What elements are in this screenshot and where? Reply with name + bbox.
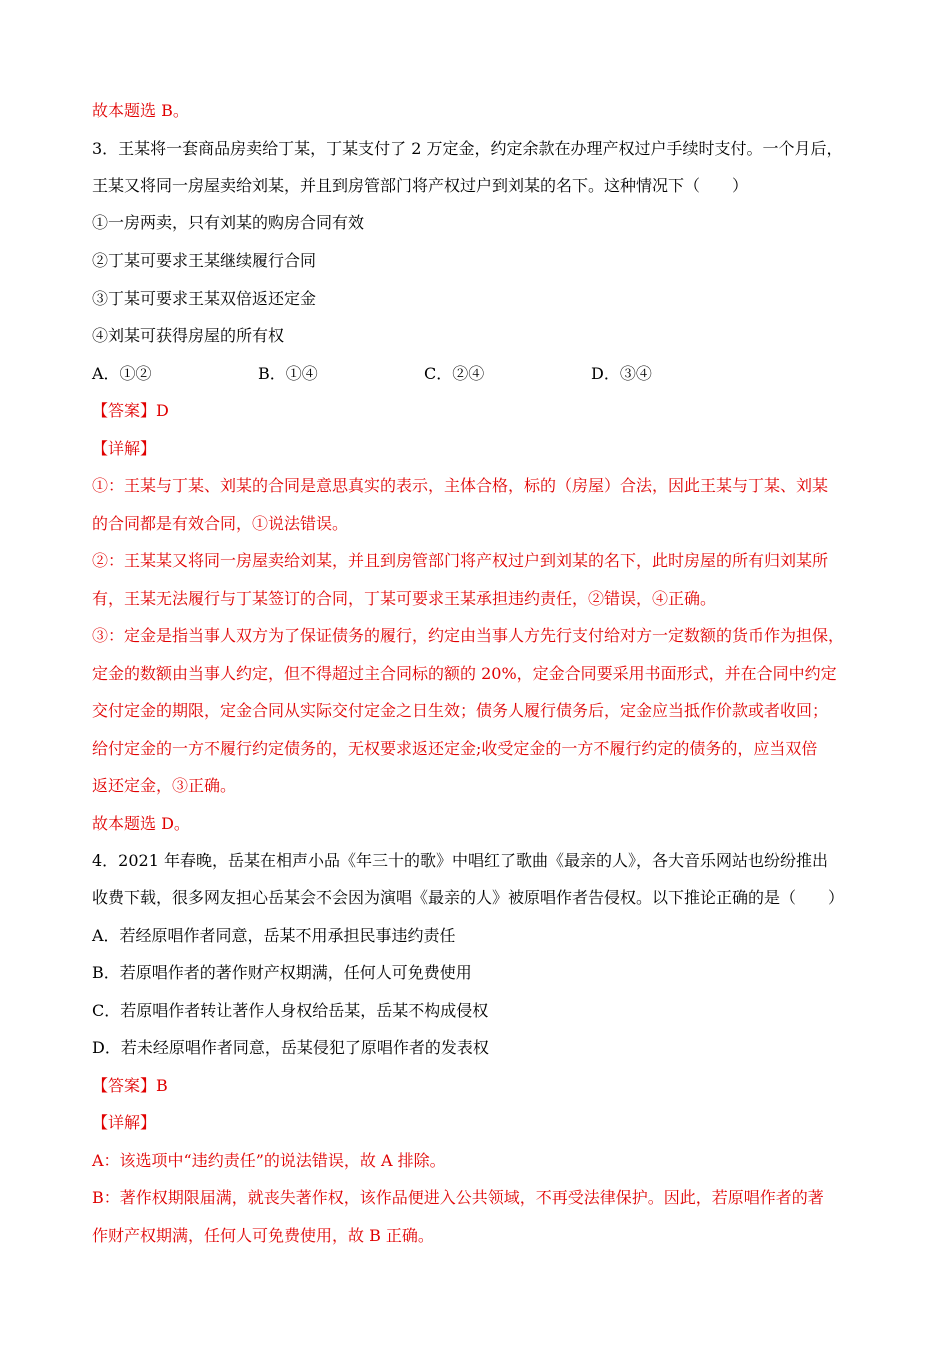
q4-stem-line-1: 4．2021 年春晚，岳某在相声小品《年三十的歌》中唱红了歌曲《最亲的人》，各大音乐网站也纷纷推出 bbox=[92, 851, 828, 870]
q3-item-4: ④刘某可获得房屋的所有权 bbox=[92, 326, 285, 345]
q3-item-3: ③丁某可要求王某双倍返还定金 bbox=[92, 289, 317, 308]
q3-item-1: ①一房两卖，只有刘某的购房合同有效 bbox=[92, 213, 365, 232]
q3-option-a: A．①② bbox=[92, 364, 152, 383]
q4-option-a: A．若经原唱作者同意，岳某不用承担民事违约责任 bbox=[92, 926, 456, 945]
q3-explain-line-1: ①：王某与丁某、刘某的合同是意思真实的表示，主体合格，标的（房屋）合法，因此王某与丁某、刘某 bbox=[92, 476, 829, 495]
q3-explain-line-7: 交付定金的期限，定金合同从实际交付定金之日生效；债务人履行债务后，定金应当抵作价款或者收回； bbox=[92, 701, 829, 720]
q3-answer: 【答案】D bbox=[92, 401, 169, 420]
q3-explain-line-6: 定金的数额由当事人约定，但不得超过主合同标的额的 20%，定金合同要采用书面形式，并在合同中约定 bbox=[92, 664, 837, 683]
q3-stem-line-2: 王某又将同一房屋卖给刘某，并且到房管部门将产权过户到刘某的名下。这种情况下（ ） bbox=[92, 176, 749, 195]
q3-stem-line-1: 3．王某将一套商品房卖给丁某，丁某支付了 2 万定金，约定余款在办理产权过户手续时支付。一个月后， bbox=[92, 139, 843, 158]
q4-option-c: C．若原唱作者转让著作人身权给岳某，岳某不构成侵权 bbox=[92, 1001, 489, 1020]
q4-explain-line-2: B：著作权期限届满，就丧失著作权，该作品便进入公共领域，不再受法律保护。因此，若原唱作者的著 bbox=[92, 1188, 824, 1207]
q4-option-b: B．若原唱作者的著作财产权期满，任何人可免费使用 bbox=[92, 963, 472, 982]
q3-explain-line-2: 的合同都是有效合同，①说法错误。 bbox=[92, 514, 349, 533]
q4-explain-line-1: A：该选项中“违约责任”的说法错误，故 A 排除。 bbox=[92, 1151, 446, 1170]
q3-explain-line-3: ②：王某某又将同一房屋卖给刘某，并且到房管部门将产权过户到刘某的名下，此时房屋的所有归刘某所 bbox=[92, 551, 829, 570]
q3-option-b: B．①④ bbox=[258, 364, 318, 383]
q4-explain-line-3: 作财产权期满，任何人可免费使用，故 B 正确。 bbox=[92, 1226, 434, 1245]
q3-conclusion: 故本题选 D。 bbox=[92, 814, 190, 833]
q4-answer: 【答案】B bbox=[92, 1076, 168, 1095]
q4-option-d: D．若未经原唱作者同意，岳某侵犯了原唱作者的发表权 bbox=[92, 1038, 489, 1057]
q3-explain-line-5: ③：定金是指当事人双方为了保证债务的履行，约定由当事人方先行支付给对方一定数额的货币作为担保， bbox=[92, 626, 845, 645]
q3-detail-heading: 【详解】 bbox=[92, 439, 157, 458]
q2-conclusion: 故本题选 B。 bbox=[92, 101, 189, 120]
q3-explain-line-8: 给付定金的一方不履行约定债务的，无权要求返还定金;收受定金的一方不履行约定的债务的，应当双倍 bbox=[92, 739, 818, 758]
q3-option-d: D．③④ bbox=[591, 364, 652, 383]
q3-explain-line-4: 有，王某无法履行与丁某签订的合同，丁某可要求王某承担违约责任，②错误，④正确。 bbox=[92, 589, 717, 608]
q4-detail-heading: 【详解】 bbox=[92, 1113, 157, 1132]
q3-explain-line-9: 返还定金，③正确。 bbox=[92, 776, 237, 795]
q4-stem-line-2: 收费下载，很多网友担心岳某会不会因为演唱《最亲的人》被原唱作者告侵权。以下推论正确的是（ ） bbox=[92, 888, 845, 907]
q3-item-2: ②丁某可要求王某继续履行合同 bbox=[92, 251, 317, 270]
q3-option-c: C．②④ bbox=[424, 364, 485, 383]
